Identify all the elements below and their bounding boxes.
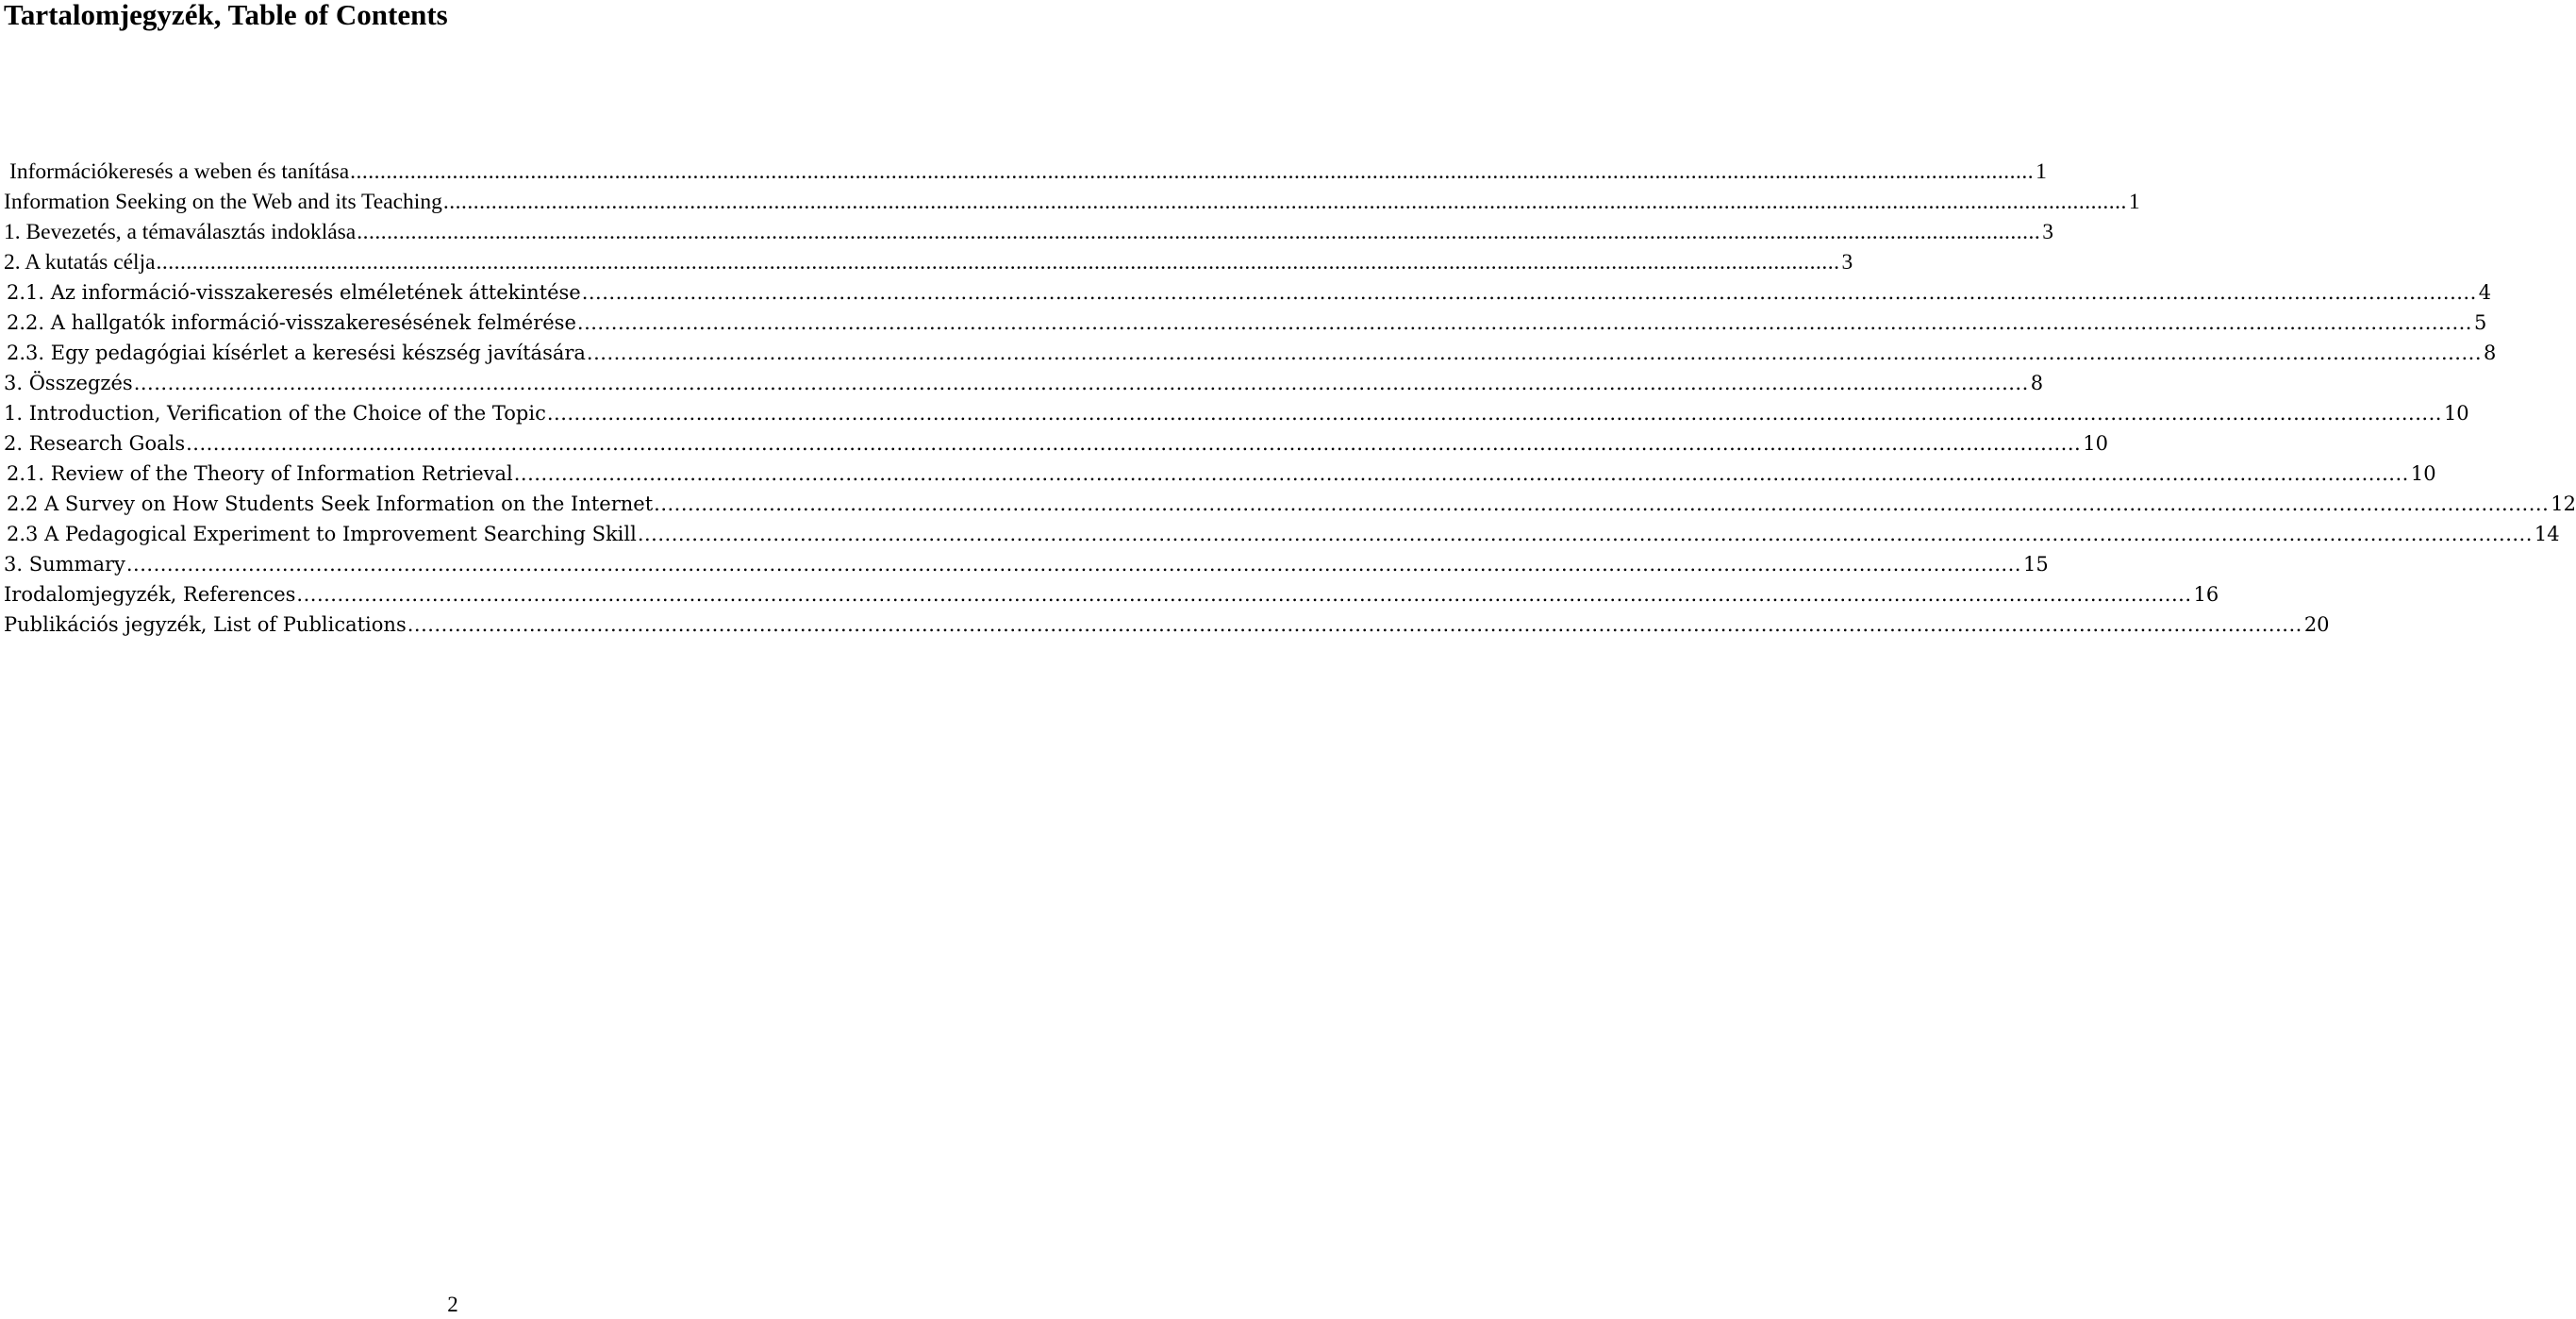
toc-entry-page: 12 — [2551, 493, 2576, 515]
toc-dot-leader — [654, 489, 2549, 519]
toc-dot-leader — [577, 308, 2472, 338]
toc-entry[interactable] — [4, 277, 2492, 308]
toc-entry-page: 5 — [2473, 311, 2487, 334]
toc-entry-label: 2.2 A Survey on How Students Seek Information on the Internet — [7, 493, 654, 515]
toc-entry[interactable] — [4, 609, 2330, 640]
toc-dot-leader — [407, 609, 2302, 640]
toc-entry-label: 2. Research Goals — [4, 432, 186, 455]
toc-entry-page: 10 — [2443, 402, 2469, 425]
toc-entry[interactable] — [4, 157, 2047, 187]
toc-entry[interactable] — [4, 519, 2560, 549]
toc-entry[interactable] — [4, 187, 2140, 217]
toc-dot-leader — [126, 549, 2021, 579]
toc-entry-page: 4 — [2478, 281, 2492, 304]
toc-entry-label: 1. Bevezetés, a témaválasztás indoklása — [4, 220, 357, 244]
toc-entry-label: 2.1. Az információ-visszakeresés elméletének áttekintése — [7, 281, 581, 304]
toc-entry-label: 1. Introduction, Verification of the Choice of the Topic — [4, 402, 546, 425]
page-title: Tartalomjegyzék, Table of Contents — [4, 0, 448, 31]
toc-dot-leader — [582, 277, 2477, 308]
toc-entry[interactable] — [4, 459, 2436, 489]
toc-entry-page: 15 — [2022, 553, 2049, 576]
toc-entry-page: 3 — [1841, 250, 1853, 275]
toc-entry[interactable] — [4, 247, 1853, 277]
toc-entry-page: 20 — [2303, 613, 2330, 636]
toc-dot-leader — [638, 519, 2533, 549]
toc-entry-label: Publikációs jegyzék, List of Publications — [4, 613, 407, 636]
toc-dot-leader — [186, 428, 2081, 459]
toc-dot-leader — [350, 157, 2034, 187]
toc-entry[interactable] — [4, 398, 2469, 428]
toc-entry-page: 14 — [2534, 523, 2560, 545]
toc-entry[interactable] — [4, 549, 2049, 579]
toc-entry-label: 2.2. A hallgatók információ-visszakeresésének felmérése — [7, 311, 576, 334]
toc-entry-label: 2.3 A Pedagogical Experiment to Improvement Searching Skill — [7, 523, 637, 545]
toc-dot-leader — [357, 217, 2040, 247]
toc-entry-page: 1 — [2128, 190, 2140, 214]
toc-dot-leader — [514, 459, 2409, 489]
toc-dot-leader — [547, 398, 2442, 428]
toc-entry-page: 1 — [2036, 159, 2047, 184]
toc-entry-page: 3 — [2042, 220, 2053, 244]
toc-entry[interactable] — [4, 579, 2219, 609]
toc-entry-label: Information Seeking on the Web and its Teaching — [4, 190, 442, 214]
page-number: 2 — [447, 1293, 458, 1316]
toc-entry[interactable] — [4, 217, 2053, 247]
toc-entry[interactable] — [4, 308, 2487, 338]
table-of-contents — [4, 157, 2576, 640]
toc-dot-leader — [296, 579, 2191, 609]
toc-entry-label: 2.3. Egy pedagógiai kísérlet a keresési készség javítására — [7, 342, 586, 364]
toc-entry[interactable] — [4, 428, 2108, 459]
toc-entry-page: 10 — [2410, 462, 2436, 485]
toc-entry-page: 8 — [2484, 342, 2497, 364]
toc-entry-page: 10 — [2083, 432, 2108, 455]
toc-entry-page: 16 — [2193, 583, 2219, 606]
toc-dot-leader — [443, 187, 2127, 217]
toc-entry[interactable] — [4, 489, 2576, 519]
toc-entry[interactable] — [4, 338, 2497, 368]
toc-dot-leader — [587, 338, 2482, 368]
toc-entry-label: 3. Summary — [4, 553, 125, 576]
toc-entry-label: Irodalomjegyzék, References — [4, 583, 296, 606]
toc-entry-page: 8 — [2030, 372, 2044, 394]
toc-entry-label: 3. Összegzés — [4, 372, 133, 394]
toc-entry[interactable] — [4, 368, 2044, 398]
toc-dot-leader — [157, 247, 1840, 277]
toc-entry-label: 2. A kutatás célja — [4, 250, 156, 275]
toc-entry-label: 2.1. Review of the Theory of Information Retrieval — [7, 462, 513, 485]
toc-dot-leader — [134, 368, 2029, 398]
toc-entry-label: Információkeresés a weben és tanítása — [9, 159, 350, 184]
